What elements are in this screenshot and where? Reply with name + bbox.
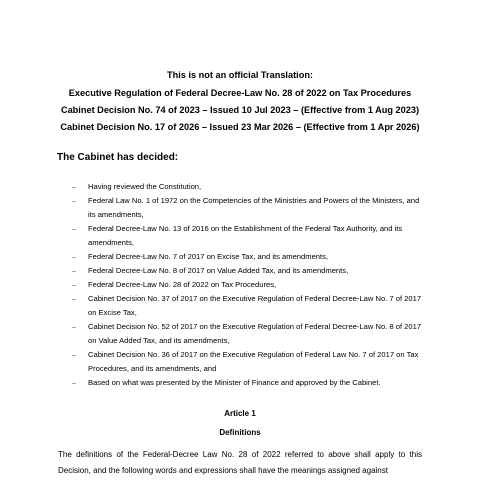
preamble-item [72, 222, 424, 250]
dash-bullet-icon: – [72, 252, 77, 261]
dash-bullet-icon: – [72, 266, 77, 275]
preamble-item [72, 348, 424, 376]
preamble-item-text: Having reviewed the Constitution, [88, 182, 202, 191]
regulation-title: Executive Regulation of Federal Decree-Law No. 28 of 2022 on Tax Procedures [68, 88, 412, 98]
dash-bullet-icon: – [72, 196, 77, 205]
article-title: Definitions [219, 428, 261, 437]
preamble-item [72, 250, 424, 264]
preamble-item [72, 320, 424, 348]
preamble-item-text: Federal Decree-Law No. 7 of 2017 on Excise Tax, and its amendments, [88, 252, 329, 261]
preamble-item-text: Cabinet Decision No. 52 of 2017 on the Executive Regulation of Federal Decree-Law No. 8 of 2017 on Value Added Tax, and its amendments, [88, 322, 422, 345]
preamble-item-text: Federal Decree-Law No. 28 of 2022 on Tax Procedures, [88, 280, 277, 289]
preamble-list [72, 180, 424, 390]
dash-bullet-icon: – [72, 322, 77, 331]
preamble-item-text: Cabinet Decision No. 37 of 2017 on the Executive Regulation of Federal Decree-Law No. 7 of 2017 on Excise Tax, [88, 294, 422, 317]
preamble-item [72, 194, 424, 222]
preamble-item [72, 278, 424, 292]
article-paragraph: The definitions of the Federal-Decree Law No. 28 of 2022 referred to above shall apply to this Decision, and the following words and expressions shall have the meanings assigned against [58, 450, 422, 475]
article-number: Article 1 [224, 409, 256, 418]
cabinet-decision-2023: Cabinet Decision No. 74 of 2023 – Issued 10 Jul 2023 – (Effective from 1 Aug 2023) [60, 105, 420, 115]
cabinet-decided-heading: The Cabinet has decided: [57, 152, 179, 163]
preamble-item [72, 180, 424, 194]
preamble-item [72, 292, 424, 320]
preamble-item [72, 376, 424, 390]
dash-bullet-icon: – [72, 224, 77, 233]
cabinet-decision-2026: Cabinet Decision No. 17 of 2026 – Issued 23 Mar 2026 – (Effective from 1 Apr 2026) [60, 122, 420, 132]
preamble-item-text: Based on what was presented by the Minister of Finance and approved by the Cabinet. [88, 378, 381, 387]
translation-disclaimer: This is not an official Translation: [167, 70, 313, 80]
preamble-item-text: Federal Decree-Law No. 8 of 2017 on Value Added Tax, and its amendments, [88, 266, 349, 275]
dash-bullet-icon: – [72, 350, 77, 359]
dash-bullet-icon: – [72, 294, 77, 303]
preamble-item-text: Federal Decree-Law No. 13 of 2016 on the Establishment of the Federal Tax Authority, and its amendments, [88, 224, 403, 247]
preamble-item-text: Cabinet Decision No. 36 of 2017 on the Executive Regulation of Federal Law No. 7 of 2017 on Tax Procedures, and its amendments, and [88, 350, 419, 373]
dash-bullet-icon: – [72, 280, 77, 289]
dash-bullet-icon: – [72, 378, 77, 387]
preamble-item [72, 264, 424, 278]
dash-bullet-icon: – [72, 182, 77, 191]
preamble-item-text: Federal Law No. 1 of 1972 on the Competencies of the Ministries and Powers of the Ministers, and its amendments, [88, 196, 420, 219]
